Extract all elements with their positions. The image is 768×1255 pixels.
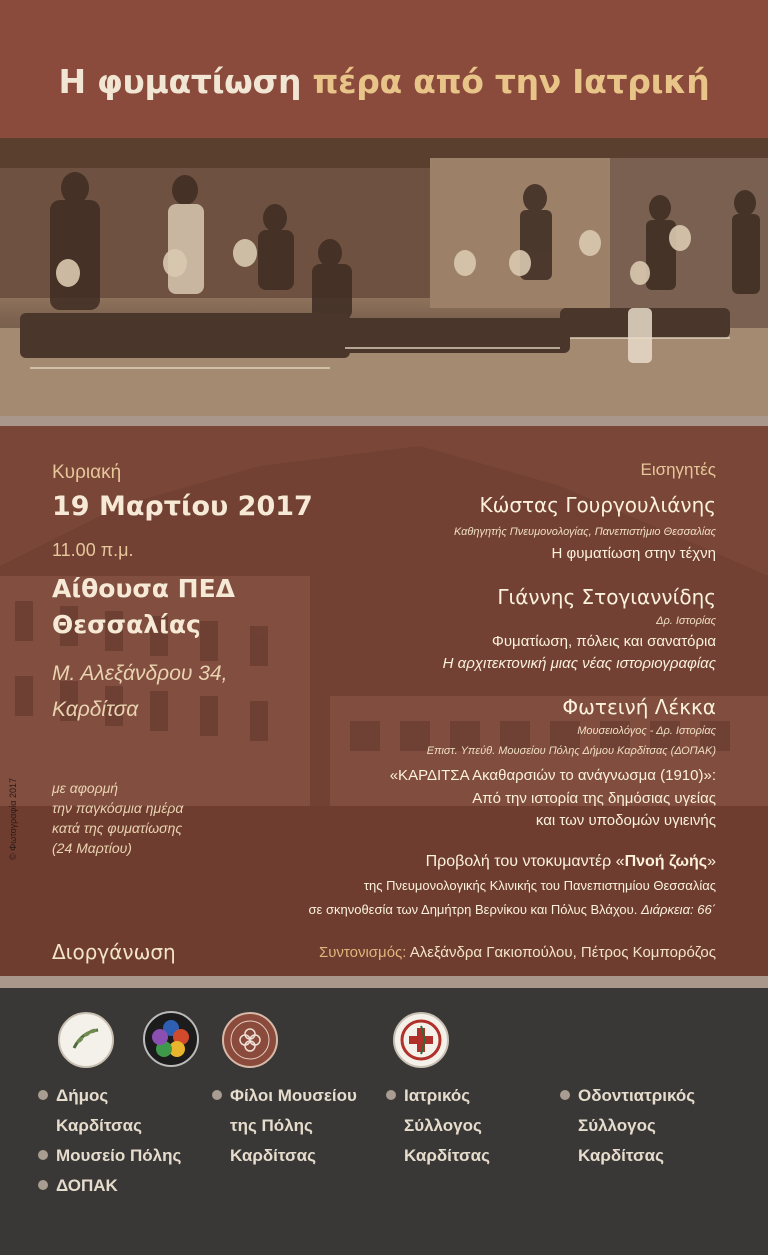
organizer-medical-association bbox=[404, 1081, 490, 1171]
documentary-directors: σε σκηνοθεσία των Δημήτρη Βερνίκου και Πόλυς Βλάχου. bbox=[308, 902, 638, 917]
speaker-topic: Η φυματίωση στην τέχνη bbox=[551, 545, 716, 562]
speaker-name: Φωτεινή Λέκκα bbox=[562, 695, 716, 719]
event-date: 19 Μαρτίου 2017 bbox=[52, 491, 313, 522]
venue-line2: Θεσσαλίας bbox=[52, 610, 201, 639]
bullet-icon bbox=[560, 1090, 570, 1100]
documentary-suffix: » bbox=[707, 853, 716, 870]
medical-cross-icon bbox=[395, 1014, 447, 1066]
bottom-divider bbox=[0, 976, 768, 988]
title-part1: Η φυματίωση bbox=[58, 62, 302, 101]
friends-museum-emblem-icon bbox=[224, 1014, 276, 1066]
bullet-icon bbox=[38, 1180, 48, 1190]
organizer-line: Καρδίτσας bbox=[404, 1146, 490, 1165]
header-band bbox=[0, 0, 768, 138]
organizer-line: Ιατρικός bbox=[404, 1086, 471, 1105]
organizer-city-museum: Μουσείο Πόλης bbox=[56, 1146, 182, 1165]
occasion-line: την παγκόσμια ημέρα bbox=[52, 800, 184, 816]
coordination-label: Συντονισμός: bbox=[318, 944, 407, 961]
organizer-line: Καρδίτσας bbox=[578, 1146, 664, 1165]
bullet-icon bbox=[38, 1150, 48, 1160]
speaker-topic: Από την ιστορία της δημόσιας υγείας bbox=[472, 790, 716, 807]
occasion-line: κατά της φυματίωσης bbox=[52, 820, 183, 836]
page-title bbox=[0, 62, 768, 101]
organizer-municipality bbox=[56, 1081, 142, 1141]
historic-photo bbox=[0, 138, 768, 416]
speaker-topic: Φυματίωση, πόλεις και σανατόρια bbox=[491, 633, 716, 650]
medical-association-logo bbox=[393, 1012, 449, 1068]
occasion-line: (24 Μαρτίου) bbox=[52, 840, 132, 856]
museum-flower-icon bbox=[145, 1013, 197, 1065]
bullet-icon bbox=[38, 1090, 48, 1100]
speaker-block bbox=[479, 493, 716, 517]
photo-divider bbox=[0, 416, 768, 426]
title-part2: πέρα από την Ιατρική bbox=[312, 62, 710, 101]
address-line1: Μ. Αλεξάνδρου 34, bbox=[52, 662, 228, 685]
photo-copyright: © Φωτογραφία 2017 bbox=[8, 777, 18, 860]
speaker-name: Γιάννης Στογιαννίδης bbox=[497, 585, 716, 609]
speaker-name: Κώστας Γουργουλιάνης bbox=[479, 493, 716, 517]
speaker-topic: «ΚΑΡΔΙΤΣΑ Ακαθαρσιών το ανάγνωσμα (1910)»: bbox=[389, 767, 716, 784]
coordination-line bbox=[319, 944, 716, 961]
organizer-line: Φίλοι Μουσείου bbox=[230, 1086, 357, 1105]
occasion-note bbox=[52, 778, 183, 858]
documentary-title: Πνοή ζωής bbox=[624, 853, 708, 870]
organizer-friends-museum bbox=[230, 1081, 357, 1171]
speaker-topic: και των υποδομών υγιεινής bbox=[535, 812, 716, 829]
documentary-line bbox=[426, 853, 716, 871]
event-day: Κυριακή bbox=[52, 462, 122, 483]
organizer-dental-association bbox=[578, 1081, 695, 1171]
speaker-topic-subtitle: Η αρχιτεκτονική μιας νέας ιστοριογραφίας bbox=[442, 655, 716, 672]
speaker-title: Καθηγητής Πνευμονολογίας, Πανεπιστήμιο Θεσσαλίας bbox=[453, 526, 716, 538]
venue-line1: Αίθουσα ΠΕΔ bbox=[52, 574, 236, 603]
organizer-line: Καρδίτσας bbox=[56, 1116, 142, 1135]
organizer-line: Καρδίτσας bbox=[230, 1146, 316, 1165]
documentary-producer: της Πνευμονολογικής Κλινικής του Πανεπιστημίου Θεσσαλίας bbox=[363, 878, 716, 893]
speakers-label: Εισηγητές bbox=[640, 460, 716, 479]
organizer-line: Δήμος bbox=[56, 1086, 109, 1105]
sanatorium-photo-illustration bbox=[0, 138, 768, 416]
organizer-line: Οδοντιατρικός bbox=[578, 1086, 696, 1105]
documentary-prefix: Προβολή του ντοκυμαντέρ « bbox=[425, 853, 625, 870]
documentary-duration: Διάρκεια: 66΄ bbox=[641, 902, 716, 917]
bullet-icon bbox=[386, 1090, 396, 1100]
speaker-title: Δρ. Ιστορίας bbox=[656, 615, 716, 627]
bullet-icon bbox=[212, 1090, 222, 1100]
organization-label: Διοργάνωση bbox=[52, 940, 176, 964]
friends-museum-logo bbox=[222, 1012, 278, 1068]
occasion-line: με αφορμή bbox=[52, 780, 119, 796]
organizer-line: της Πόλης bbox=[230, 1116, 313, 1135]
organizer-dopak: ΔΟΠΑΚ bbox=[56, 1176, 118, 1195]
speaker-title: Μουσειολόγος - Δρ. Ιστορίας bbox=[577, 725, 716, 737]
documentary-credits bbox=[309, 902, 716, 917]
organizer-line: Σύλλογος bbox=[404, 1116, 482, 1135]
olive-wreath-icon bbox=[60, 1014, 112, 1066]
event-time: 11.00 π.μ. bbox=[52, 540, 134, 560]
city-museum-logo bbox=[143, 1011, 199, 1067]
speaker-title: Επιστ. Υπεύθ. Μουσείου Πόλης Δήμου Καρδίτσας (ΔΟΠΑΚ) bbox=[426, 745, 716, 757]
organizer-line: Σύλλογος bbox=[578, 1116, 656, 1135]
coordinators: Αλεξάνδρα Γακιοπούλου, Πέτρος Κομπορόζος bbox=[409, 944, 716, 961]
municipality-logo bbox=[58, 1012, 114, 1068]
address-line2: Καρδίτσα bbox=[52, 698, 139, 721]
